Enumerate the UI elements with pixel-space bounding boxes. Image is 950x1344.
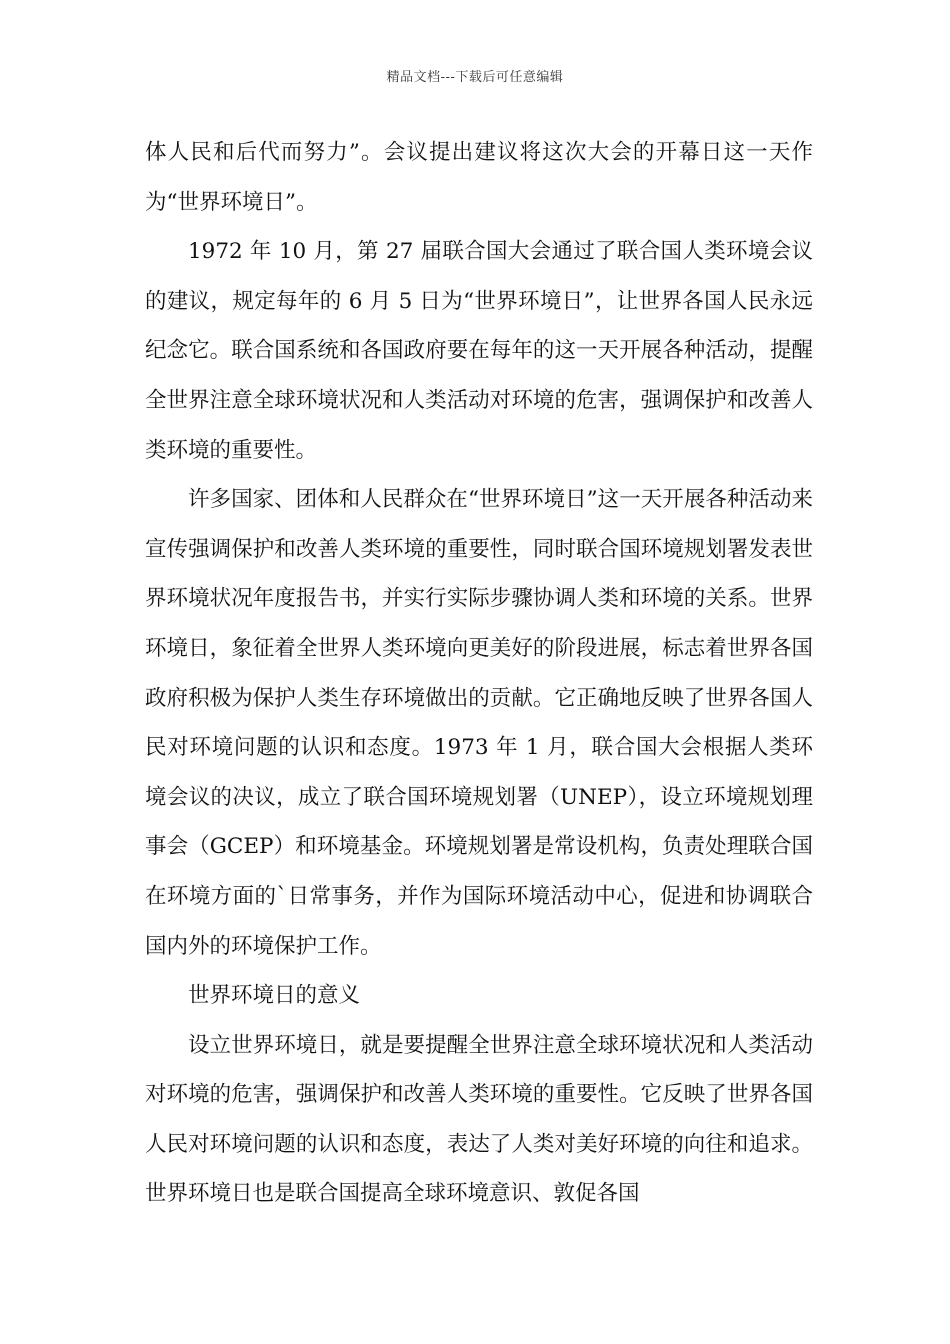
paragraph-1: 体人民和后代而努力”。会议提出建议将这次大会的开幕日这一天作为“世界环境日”。	[145, 140, 813, 215]
paragraph-4: 设立世界环境日，就是要提醒全世界注意全球环境状况和人类活动对环境的危害，强调保护和改善人类环境的重要性。它反映了世界各国人民对环境问题的认识和态度，表达了人类对美好环境的向往和追求。世界环境日也是联合国提高全球环境意识、敦促各国	[145, 1032, 813, 1207]
document-body	[145, 128, 813, 1219]
section-heading: 世界环境日的意义	[188, 983, 361, 1009]
paragraph-3: 许多国家、团体和人民群众在“世界环境日”这一天开展各种活动来宣传强调保护和改善人类环境的重要性，同时联合国环境规划署发表世界环境状况年度报告书，并实行实际步骤协调人类和环境的关系。世界环境日，象征着全世界人类环境向更美好的阶段进展，标志着世界各国政府积极为保护人类生存环境做出的贡献。它正确地反映了世界各国人民对环境问题的认识和态度。1973 年 1 月，联合国大会根据人类环境会议的决议，成立了联合国环境规划署（UNEP），设立环境规划理事会（GCEP）和环境基金。环境规划署是常设机构，负责处理联合国在环境方面的`日常事务，并作为国际环境活动中心，促进和协调联合国内外的环境保护工作。	[145, 487, 813, 959]
paragraph-2: 1972 年 10 月，第 27 届联合国大会通过了联合国人类环境会议的建议，规定每年的 6 月 5 日为“世界环境日”，让世界各国人民永远纪念它。联合国系统和各国政府要在每年的这一天开展各种活动，提醒全世界注意全球环境状况和人类活动对环境的危害，强调保护和改善人类环境的重要性。	[145, 239, 813, 463]
page-header: 精品文档---下载后可任意编辑	[386, 70, 564, 85]
